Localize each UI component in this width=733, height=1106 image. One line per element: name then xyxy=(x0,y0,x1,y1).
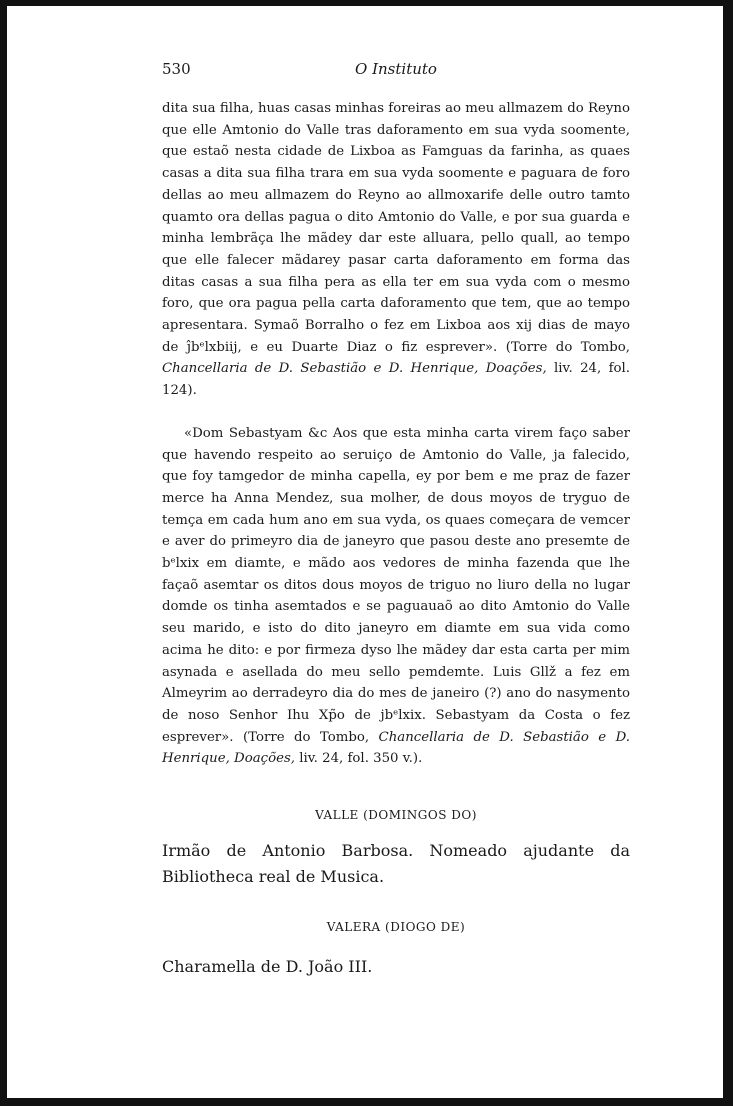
scan-border-right xyxy=(723,0,733,1106)
entry-text-valera-diogo: Charamella de D. João III. xyxy=(162,957,373,977)
body-paragraph-1 xyxy=(162,98,630,402)
entry-heading-valle-domingos: VALLE (DOMINGOS DO) xyxy=(315,808,477,823)
paragraph-2-citation-italic: Chancellaria de D. Sebastião e D. Henrique, Doações, xyxy=(162,729,630,767)
scan-border-bottom xyxy=(0,1098,733,1106)
paragraph-1-text: dita sua filha, huas casas minhas foreiras ao meu allmazem do Reyno que elle Amtonio do Valle tras daforamento em sua vyda soomente, que estaõ nesta cidade de Lixboa as Famguas da farinha, as quaes casas a dita sua filha trara em sua vyda soomente e paguara de foro dellas ao meu allmazem do Reyno ao allmoxarife delle outro tamto quamto ora dellas pagua o dito Amtonio do Valle, e por sua guarda e minha lembrãça lhe mãdey dar este alluara, pello quall, ao tempo que elle falecer mãdarey pasar carta daforamento em forma das ditas casas a sua filha pera as ella ter em sua vyda com o mesmo foro, que ora pagua pella carta daforamento que tem, que ao tempo apresentara. Symaõ Borralho o fez em Lixboa aos xij dias de mayo de ĵbᵉlxbiij, e eu Duarte Diaz o fiz esprever». (Torre do Tombo, xyxy=(162,101,630,355)
entry-text-valle-domingos: Irmão de Antonio Barbosa. Nomeado ajudante da Bibliotheca real de Musica. xyxy=(162,841,630,887)
page-content xyxy=(162,60,630,980)
scan-border-top xyxy=(0,0,733,6)
entry-heading-valera-diogo: VALERA (DIOGO DE) xyxy=(326,920,466,935)
paragraph-2-citation-tail: liv. 24, fol. 350 v.). xyxy=(295,751,423,767)
paragraph-2-text: «Dom Sebastyam &c Aos que esta minha carta virem faço saber que havendo respeito ao seruiço de Amtonio do Valle, ja falecido, que foy tamgedor de minha capella, ey por bem e me praz de fazer merce ha Anna Mendez, sua molher, de dous moyos de tryguo de temça em cada hum ano em sua vyda, os quaes começara de vemcer e aver do primeyro dia de janeyro que pasou deste ano presemte de bᵉlxix em diamte, e mãdo aos vedores de minha fazenda que lhe façaõ asemtar os ditos dous moyos de triguo no liuro della no lugar domde os tinha asemtados e se paguauaõ ao dito Amtonio do Valle seu marido, e isto do dito janeyro em diamte em sua vida como acima he dito: e por firmeza dyso lhe mãdey dar esta carta per mim asynada e asellada do meu sello pemdemte. Luis Gllž a fez em Almeyrim ao derradeyro dia do mes de janeiro (?) ano do nasymento de noso Senhor Ihu Xp̃o de jbᵉlxix. Sebastyam da Costa o fez esprever». (Torre do Tombo, xyxy=(162,425,630,745)
running-head xyxy=(162,60,630,86)
page-number: 530 xyxy=(162,60,191,78)
journal-title: O Instituto xyxy=(355,60,437,78)
scan-border-left xyxy=(0,0,7,1106)
paragraph-1-citation-italic: Chancellaria de D. Sebastião e D. Henrique, Doações, xyxy=(162,361,547,377)
paragraph-1-citation-tail: liv. 24, fol. 124). xyxy=(162,361,630,399)
body-paragraph-2 xyxy=(162,423,630,770)
